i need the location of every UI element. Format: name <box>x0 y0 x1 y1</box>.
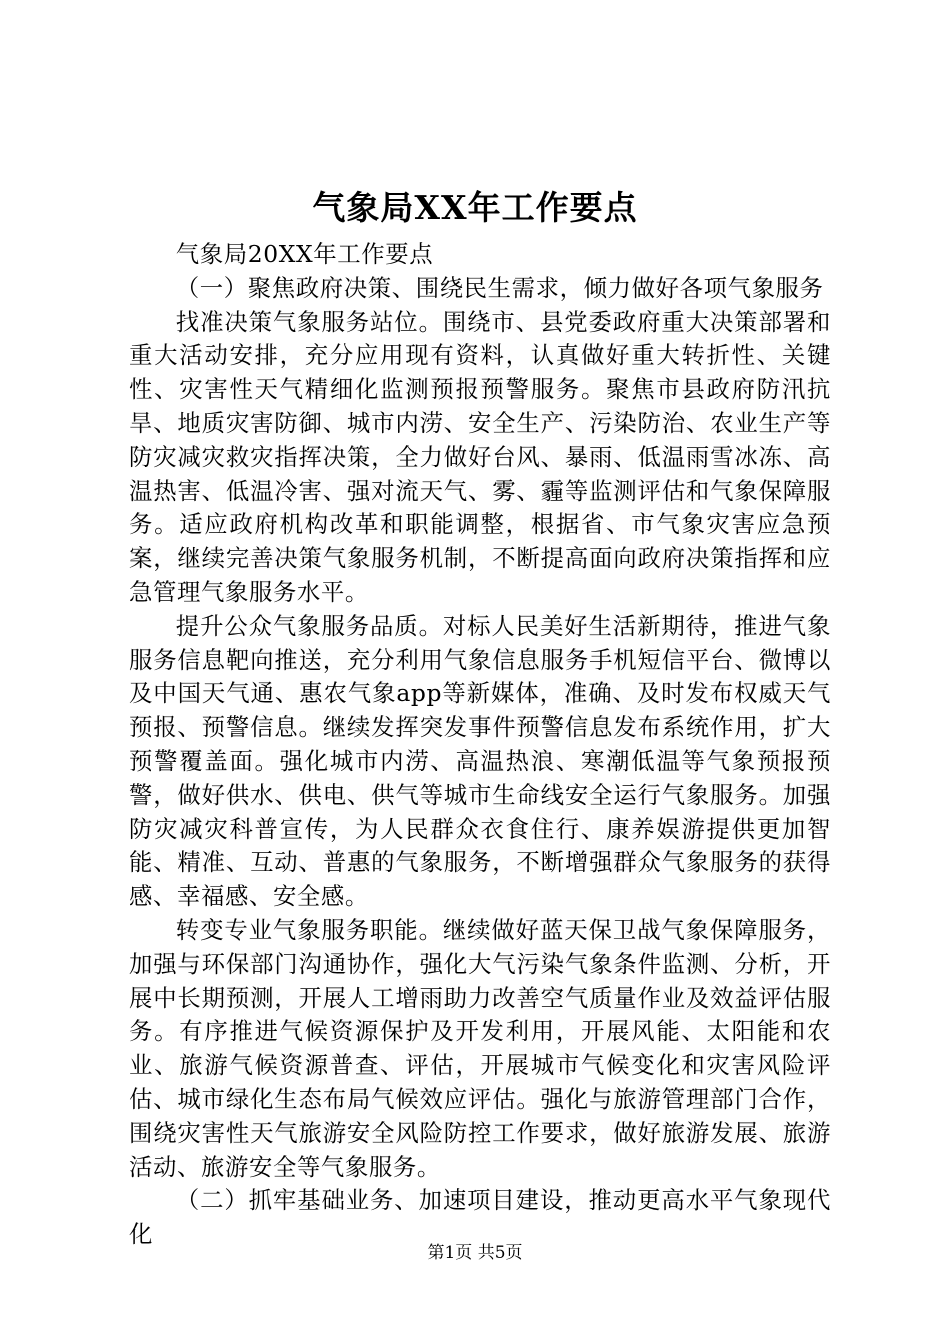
document-body <box>129 238 831 1252</box>
paragraph-section-1-heading: （一）聚焦政府决策、围绕民生需求，倾力做好各项气象服务 <box>175 273 824 302</box>
paragraph-decision-service: 找准决策气象服务站位。围绕市、县党委政府重大决策部署和重大活动安排，充分应用现有资料，认真做好重大转折性、关键性、灾害性天气精细化监测预报预警服务。聚焦市县政府防汛抗旱、地质灾害防御、城市内涝、安全生产、污染防治、农业生产等防灾减灾救灾指挥决策，全力做好台风、暴雨、低温雨雪冰冻、高温热害、低温冷害、强对流天气、雾、霾等监测评估和气象保障服务。适应政府机构改革和职能调整，根据省、市气象灾害应急预案，继续完善决策气象服务机制，不断提高面向政府决策指挥和应急管理气象服务水平。 <box>129 307 831 606</box>
page-footer: 第1页 共5页 <box>427 1243 523 1263</box>
paragraph-subtitle: 气象局20XX年工作要点 <box>175 240 434 268</box>
paragraph-public-service: 提升公众气象服务品质。对标人民美好生活新期待，推进气象服务信息靶向推送，充分利用气象信息服务手机短信平台、微博以及中国天气通、惠农气象app等新媒体，准确、及时发布权威天气预报、预警信息。继续发挥突发事件预警信息发布系统作用，扩大预警覆盖面。强化城市内涝、高温热浪、寒潮低温等气象预报预警，做好供水、供电、供气等城市生命线安全运行气象服务。加强防灾减灾科普宣传，为人民群众衣食住行、康养娱游提供更加智能、精准、互动、普惠的气象服务，不断增强群众气象服务的获得感、幸福感、安全感。 <box>129 611 831 911</box>
document-title: 气象局XX年工作要点 <box>312 188 638 227</box>
paragraph-professional-service: 转变专业气象服务职能。继续做好蓝天保卫战气象保障服务，加强与环保部门沟通协作，强化大气污染气象条件监测、分析，开展中长期预测，开展人工增雨助力改善空气质量作业及效益评估服务。有序推进气候资源保护及开发利用，开展风能、太阳能和农业、旅游气候资源普查、评估，开展城市气候变化和灾害风险评估、城市绿化生态布局气候效应评估。强化与旅游管理部门合作，围绕灾害性天气旅游安全风险防控工作要求，做好旅游发展、旅游活动、旅游安全等气象服务。 <box>129 915 831 1181</box>
paragraph-section-2-heading: （二）抓牢基础业务、加速项目建设，推动更高水平气象现代化 <box>129 1186 831 1249</box>
